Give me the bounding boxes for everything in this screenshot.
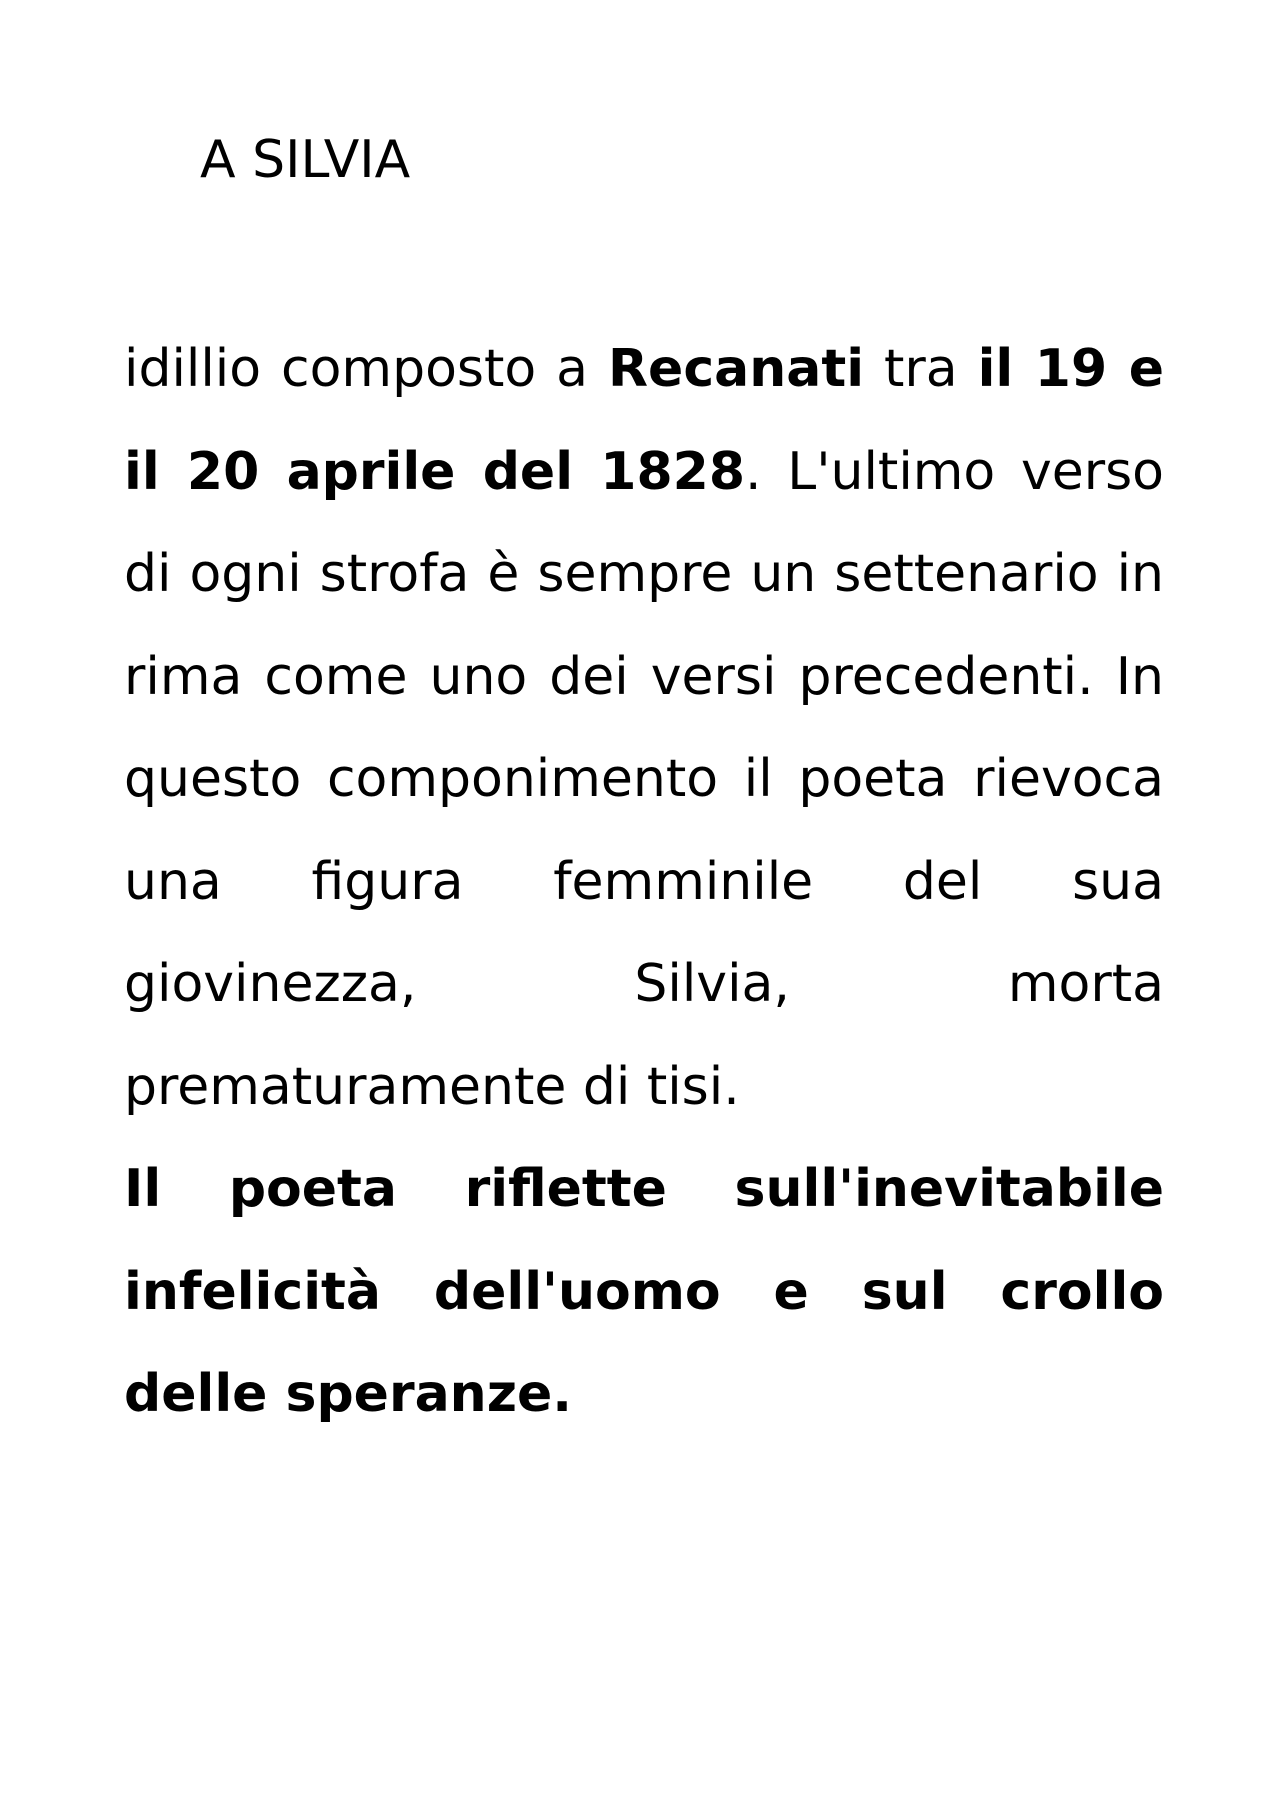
- intro-text-1: idillio composto a: [124, 339, 609, 399]
- place-recanati: Recanati: [608, 339, 865, 399]
- composition-date: il 19 e il 20 aprile del 1828: [124, 339, 1164, 502]
- document-title: A SILVIA: [200, 130, 411, 190]
- paragraph-reflection: Il poeta riflette sull'inevitabile infelicità dell'uomo e sul crollo delle speranze.: [124, 1159, 1164, 1424]
- intro-text-3: . L'ultimo verso di ogni strofa è sempre un settenario in rima come uno dei versi precedenti. In questo componimento il poeta rievoca una figura femminile del sua giovinezza, Silvia, morta prematuramente di tisi.: [124, 441, 1164, 1117]
- intro-text-2: tra: [864, 339, 978, 399]
- paragraph-intro: [124, 318, 1164, 1138]
- document-body: [124, 318, 1164, 1446]
